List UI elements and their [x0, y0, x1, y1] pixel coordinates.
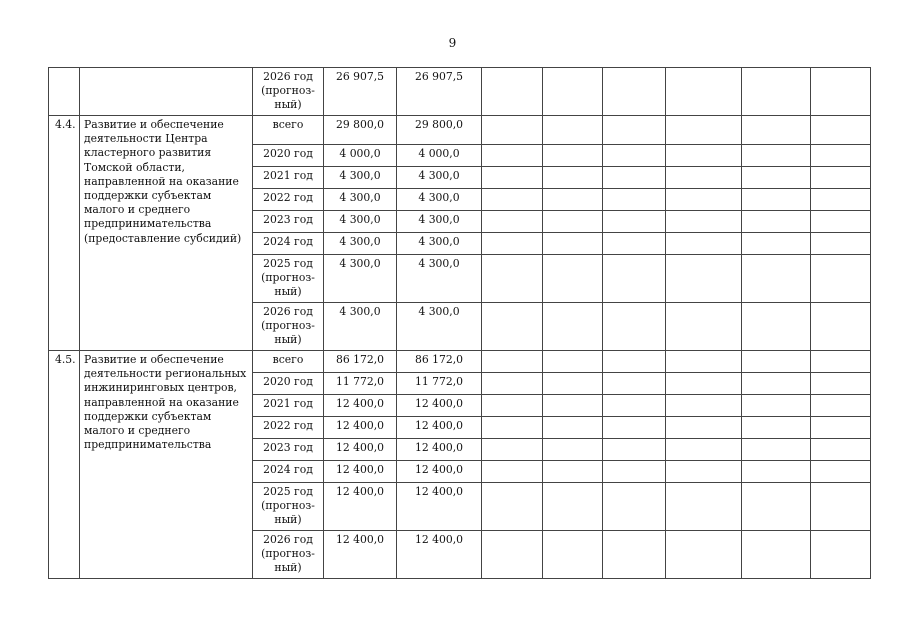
empty-cell	[811, 167, 871, 189]
empty-cell	[666, 116, 742, 145]
year-cell: 2024 год	[253, 233, 324, 255]
empty-cell	[742, 116, 811, 145]
empty-cell	[603, 439, 666, 461]
empty-cell	[666, 461, 742, 483]
empty-cell	[603, 68, 666, 116]
empty-cell	[666, 255, 742, 303]
year-cell: всего	[253, 351, 324, 373]
year-cell: 2022 год	[253, 189, 324, 211]
empty-cell	[811, 303, 871, 351]
empty-cell	[543, 395, 603, 417]
total-amount-cell: 4 300,0	[324, 167, 397, 189]
budget-amount-cell: 11 772,0	[397, 373, 482, 395]
empty-cell	[482, 351, 543, 373]
budget-amount-cell: 12 400,0	[397, 461, 482, 483]
empty-cell	[543, 461, 603, 483]
empty-cell	[603, 211, 666, 233]
empty-cell	[666, 351, 742, 373]
empty-cell	[603, 167, 666, 189]
empty-cell	[811, 351, 871, 373]
item-number: 4.5.	[49, 351, 80, 579]
empty-cell	[543, 531, 603, 579]
empty-cell	[811, 68, 871, 116]
year-cell: 2026 год (прогноз-ный)	[253, 531, 324, 579]
budget-amount-cell: 12 400,0	[397, 395, 482, 417]
empty-cell	[482, 417, 543, 439]
year-cell: 2020 год	[253, 145, 324, 167]
budget-amount-cell: 12 400,0	[397, 439, 482, 461]
budget-amount-cell: 26 907,5	[397, 68, 482, 116]
description-cell	[80, 68, 253, 116]
empty-cell	[666, 211, 742, 233]
year-cell: 2026 год (прогноз-ный)	[253, 68, 324, 116]
empty-cell	[543, 68, 603, 116]
total-amount-cell: 12 400,0	[324, 417, 397, 439]
empty-cell	[543, 255, 603, 303]
budget-amount-cell: 4 300,0	[397, 211, 482, 233]
empty-cell	[666, 395, 742, 417]
empty-cell	[811, 116, 871, 145]
year-cell: 2021 год	[253, 395, 324, 417]
empty-cell	[482, 167, 543, 189]
empty-cell	[742, 145, 811, 167]
empty-cell	[811, 483, 871, 531]
total-amount-cell: 29 800,0	[324, 116, 397, 145]
total-amount-cell: 12 400,0	[324, 439, 397, 461]
budget-amount-cell: 4 300,0	[397, 233, 482, 255]
budget-amount-cell: 4 300,0	[397, 303, 482, 351]
empty-cell	[666, 167, 742, 189]
total-amount-cell: 12 400,0	[324, 483, 397, 531]
budget-amount-cell: 4 300,0	[397, 189, 482, 211]
empty-cell	[482, 439, 543, 461]
table-section-row	[49, 116, 871, 145]
empty-cell	[742, 303, 811, 351]
table-section-row	[49, 351, 871, 373]
empty-cell	[666, 417, 742, 439]
empty-cell	[543, 483, 603, 531]
empty-cell	[742, 483, 811, 531]
year-cell: 2021 год	[253, 167, 324, 189]
empty-cell	[482, 461, 543, 483]
empty-cell	[666, 303, 742, 351]
empty-cell	[811, 439, 871, 461]
empty-cell	[742, 233, 811, 255]
budget-amount-cell: 4 300,0	[397, 255, 482, 303]
empty-cell	[543, 417, 603, 439]
empty-cell	[603, 373, 666, 395]
empty-cell	[482, 189, 543, 211]
empty-cell	[603, 116, 666, 145]
total-amount-cell: 11 772,0	[324, 373, 397, 395]
empty-cell	[811, 211, 871, 233]
empty-cell	[482, 255, 543, 303]
total-amount-cell: 4 300,0	[324, 255, 397, 303]
empty-cell	[482, 373, 543, 395]
budget-amount-cell: 12 400,0	[397, 531, 482, 579]
empty-cell	[811, 417, 871, 439]
item-description: Развитие и обеспечение деятельности региональных инжиниринговых центров, направленной на оказание поддержки субъектам малого и среднего предпринимательства	[80, 351, 253, 579]
empty-cell	[603, 461, 666, 483]
year-cell: 2025 год (прогноз-ный)	[253, 255, 324, 303]
year-cell: 2024 год	[253, 461, 324, 483]
year-cell: 2025 год (прогноз-ный)	[253, 483, 324, 531]
empty-cell	[482, 483, 543, 531]
empty-cell	[603, 417, 666, 439]
empty-cell	[543, 116, 603, 145]
empty-cell	[603, 303, 666, 351]
empty-cell	[742, 211, 811, 233]
empty-cell	[543, 439, 603, 461]
budget-amount-cell: 29 800,0	[397, 116, 482, 145]
budget-amount-cell: 12 400,0	[397, 483, 482, 531]
total-amount-cell: 4 000,0	[324, 145, 397, 167]
empty-cell	[811, 233, 871, 255]
total-amount-cell: 86 172,0	[324, 351, 397, 373]
table-row	[49, 68, 871, 116]
empty-cell	[742, 255, 811, 303]
empty-cell	[666, 145, 742, 167]
number-cell	[49, 68, 80, 116]
empty-cell	[543, 189, 603, 211]
empty-cell	[603, 351, 666, 373]
empty-cell	[603, 531, 666, 579]
empty-cell	[482, 116, 543, 145]
budget-amount-cell: 86 172,0	[397, 351, 482, 373]
empty-cell	[811, 395, 871, 417]
year-cell: 2022 год	[253, 417, 324, 439]
empty-cell	[482, 531, 543, 579]
item-number: 4.4.	[49, 116, 80, 351]
empty-cell	[482, 233, 543, 255]
empty-cell	[603, 189, 666, 211]
year-cell: 2020 год	[253, 373, 324, 395]
page-number: 9	[448, 36, 457, 50]
empty-cell	[666, 68, 742, 116]
empty-cell	[482, 145, 543, 167]
empty-cell	[666, 439, 742, 461]
year-cell: всего	[253, 116, 324, 145]
empty-cell	[742, 68, 811, 116]
empty-cell	[603, 255, 666, 303]
empty-cell	[666, 373, 742, 395]
empty-cell	[666, 483, 742, 531]
empty-cell	[742, 461, 811, 483]
item-description: Развитие и обеспечение деятельности Центра кластерного развития Томской области, направленной на оказание поддержки субъектам малого и среднего предпринимательства (предоставление субсидий)	[80, 116, 253, 351]
empty-cell	[742, 417, 811, 439]
empty-cell	[603, 233, 666, 255]
empty-cell	[742, 395, 811, 417]
empty-cell	[603, 395, 666, 417]
empty-cell	[543, 167, 603, 189]
empty-cell	[811, 189, 871, 211]
empty-cell	[666, 531, 742, 579]
total-amount-cell: 12 400,0	[324, 461, 397, 483]
budget-amount-cell: 4 000,0	[397, 145, 482, 167]
empty-cell	[482, 68, 543, 116]
empty-cell	[543, 303, 603, 351]
empty-cell	[543, 145, 603, 167]
empty-cell	[603, 483, 666, 531]
year-cell: 2023 год	[253, 439, 324, 461]
empty-cell	[482, 303, 543, 351]
empty-cell	[603, 145, 666, 167]
empty-cell	[742, 167, 811, 189]
empty-cell	[811, 145, 871, 167]
total-amount-cell: 26 907,5	[324, 68, 397, 116]
empty-cell	[543, 233, 603, 255]
empty-cell	[742, 373, 811, 395]
empty-cell	[742, 189, 811, 211]
empty-cell	[543, 211, 603, 233]
empty-cell	[482, 395, 543, 417]
total-amount-cell: 4 300,0	[324, 303, 397, 351]
total-amount-cell: 4 300,0	[324, 189, 397, 211]
empty-cell	[811, 255, 871, 303]
empty-cell	[742, 439, 811, 461]
empty-cell	[666, 233, 742, 255]
empty-cell	[666, 189, 742, 211]
empty-cell	[543, 351, 603, 373]
total-amount-cell: 12 400,0	[324, 531, 397, 579]
total-amount-cell: 12 400,0	[324, 395, 397, 417]
year-cell: 2026 год (прогноз-ный)	[253, 303, 324, 351]
total-amount-cell: 4 300,0	[324, 233, 397, 255]
total-amount-cell: 4 300,0	[324, 211, 397, 233]
empty-cell	[742, 531, 811, 579]
year-cell: 2023 год	[253, 211, 324, 233]
empty-cell	[811, 373, 871, 395]
budget-amount-cell: 4 300,0	[397, 167, 482, 189]
empty-cell	[811, 461, 871, 483]
budget-table	[48, 67, 871, 579]
budget-amount-cell: 12 400,0	[397, 417, 482, 439]
empty-cell	[543, 373, 603, 395]
empty-cell	[811, 531, 871, 579]
empty-cell	[742, 351, 811, 373]
empty-cell	[482, 211, 543, 233]
